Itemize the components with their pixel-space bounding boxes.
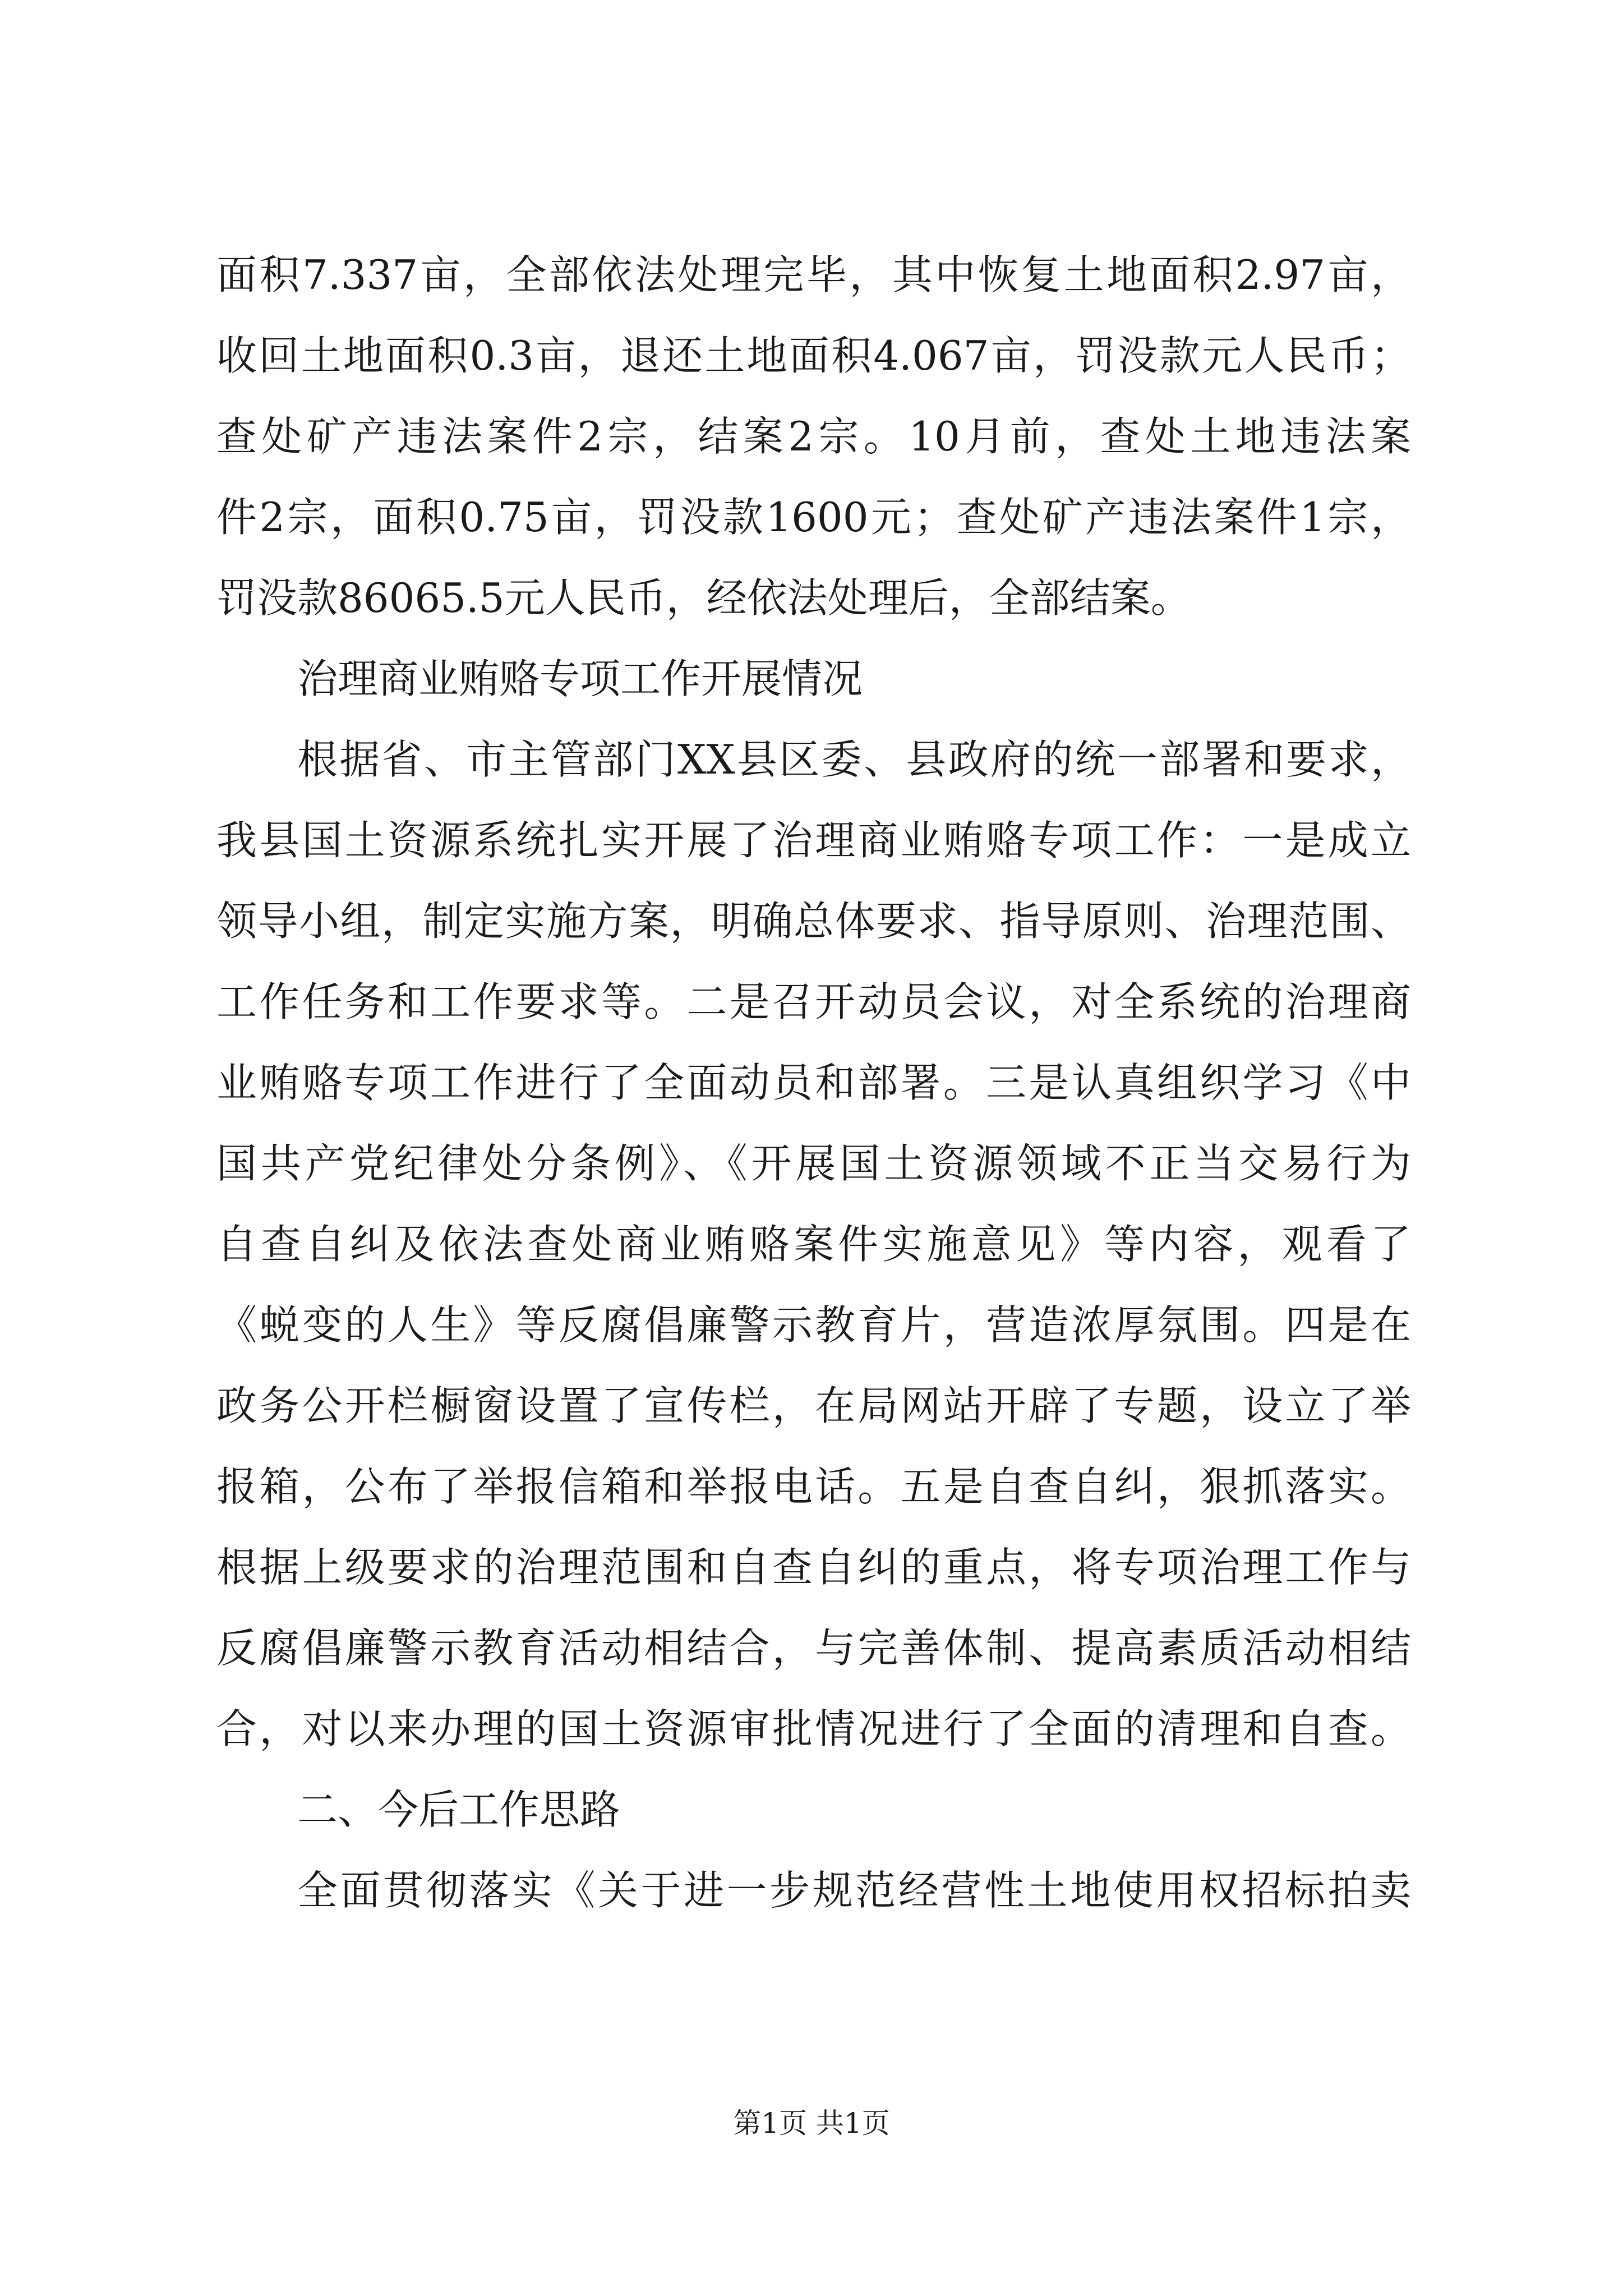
section-heading: 二、今后工作思路 <box>297 1786 621 1833</box>
document-body <box>216 234 1411 1931</box>
text-line: 全面贯彻落实《关于进一步规范经营性土地使用权招标拍卖 <box>297 1867 1411 1914</box>
text-line: 我县国土资源系统扎实开展了治理商业贿赂专项工作：一是成立 <box>216 817 1411 864</box>
text-line: 自查自纠及依法查处商业贿赂案件实施意见》等内容，观看了 <box>216 1221 1411 1268</box>
text-line: 罚没款86065.5元人民币，经依法处理后，全部结案。 <box>216 574 1191 622</box>
page-footer: 第1页 共1页 <box>733 2107 890 2139</box>
text-line: 工作任务和工作要求等。二是召开动员会议，对全系统的治理商 <box>216 978 1411 1025</box>
text-line: 查处矿产违法案件2宗，结案2宗。10月前，查处土地违法案 <box>216 413 1411 460</box>
text-line: 收回土地面积0.3亩，退还土地面积4.067亩，罚没款元人民币； <box>216 332 1411 379</box>
text-line: 合，对以来办理的国土资源审批情况进行了全面的清理和自查。 <box>216 1705 1411 1752</box>
text-line: 报箱，公布了举报信箱和举报电话。五是自查自纠，狠抓落实。 <box>216 1463 1411 1510</box>
text-line: 国共产党纪律处分条例》、《开展国土资源领域不正当交易行为 <box>216 1140 1411 1187</box>
text-line: 面积7.337亩，全部依法处理完毕，其中恢复土地面积2.97亩， <box>216 251 1411 298</box>
text-line: 根据上级要求的治理范围和自查自纠的重点，将专项治理工作与 <box>216 1544 1411 1591</box>
text-line: 业贿赂专项工作进行了全面动员和部署。三是认真组织学习《中 <box>216 1059 1411 1106</box>
text-line: 反腐倡廉警示教育活动相结合，与完善体制、提高素质活动相结 <box>216 1625 1411 1672</box>
text-line: 件2宗，面积0.75亩，罚没款1600元；查处矿产违法案件1宗， <box>216 494 1411 541</box>
text-line: 《蜕变的人生》等反腐倡廉警示教育片，营造浓厚氛围。四是在 <box>216 1301 1411 1349</box>
text-line: 根据省、市主管部门XX县区委、县政府的统一部署和要求， <box>297 736 1411 783</box>
text-line: 政务公开栏橱窗设置了宣传栏，在局网站开辟了专题，设立了举 <box>216 1382 1411 1429</box>
text-line: 领导小组，制定实施方案，明确总体要求、指导原则、治理范围、 <box>216 898 1411 945</box>
section-heading: 治理商业贿赂专项工作开展情况 <box>297 655 863 702</box>
